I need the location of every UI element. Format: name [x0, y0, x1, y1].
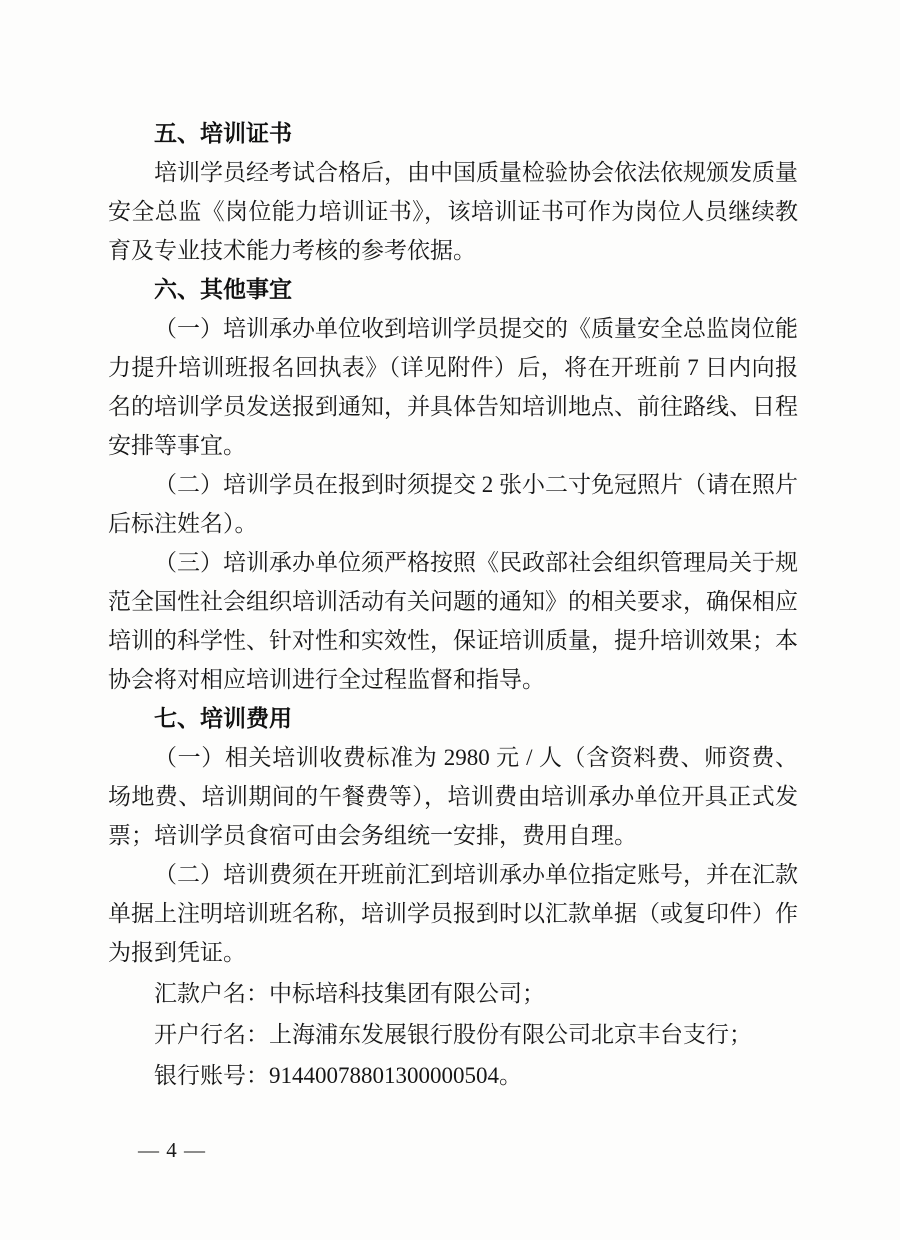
- para-other-matters-2: （二）培训学员在报到时须提交 2 张小二寸免冠照片（请在照片后标注姓名）。: [108, 472, 798, 536]
- para-other-matters-3: （三）培训承办单位须严格按照《民政部社会组织管理局关于规范全国性社会组织培训活动有关问题的通知》的相关要求，确保相应培训的科学性、针对性和实效性，保证培训质量，提升培训效果；本协会将对相应培训进行全过程监督和指导。: [108, 550, 798, 692]
- remit-account-number-line: 银行账号：91440078801300000504。: [154, 1063, 522, 1088]
- para-certificate: 培训学员经考试合格后，由中国质量检验协会依法依规颁发质量安全总监《岗位能力培训证书》，该培训证书可作为岗位人员继续教育及专业技术能力考核的参考依据。: [108, 160, 798, 263]
- section-heading-certificate: 五、培训证书: [154, 120, 292, 146]
- document-body: [108, 114, 798, 1095]
- remit-account-name-line: 汇款户名：中标培科技集团有限公司；: [154, 981, 545, 1006]
- para-fees-1: （一）相关培训收费标准为 2980 元 / 人（含资料费、师资费、场地费、培训期间的午餐费等），培训费由培训承办单位开具正式发票；培训学员食宿可由会务组统一安排，费用自理。: [108, 745, 798, 848]
- page-number: — 4 —: [138, 1138, 206, 1162]
- remit-bank-name-line: 开户行名：上海浦东发展银行股份有限公司北京丰台支行；: [154, 1022, 752, 1047]
- section-heading-fees: 七、培训费用: [154, 705, 292, 731]
- section-heading-other-matters: 六、其他事宜: [154, 276, 292, 302]
- para-other-matters-1: （一）培训承办单位收到培训学员提交的《质量安全总监岗位能力提升培训班报名回执表》（详见附件）后，将在开班前 7 日内向报名的培训学员发送报到通知，并具体告知培训地点、前往路线、日程安排等事宜。: [108, 316, 798, 458]
- para-fees-2: （二）培训费须在开班前汇到培训承办单位指定账号，并在汇款单据上注明培训班名称，培训学员报到时以汇款单据（或复印件）作为报到凭证。: [108, 862, 798, 965]
